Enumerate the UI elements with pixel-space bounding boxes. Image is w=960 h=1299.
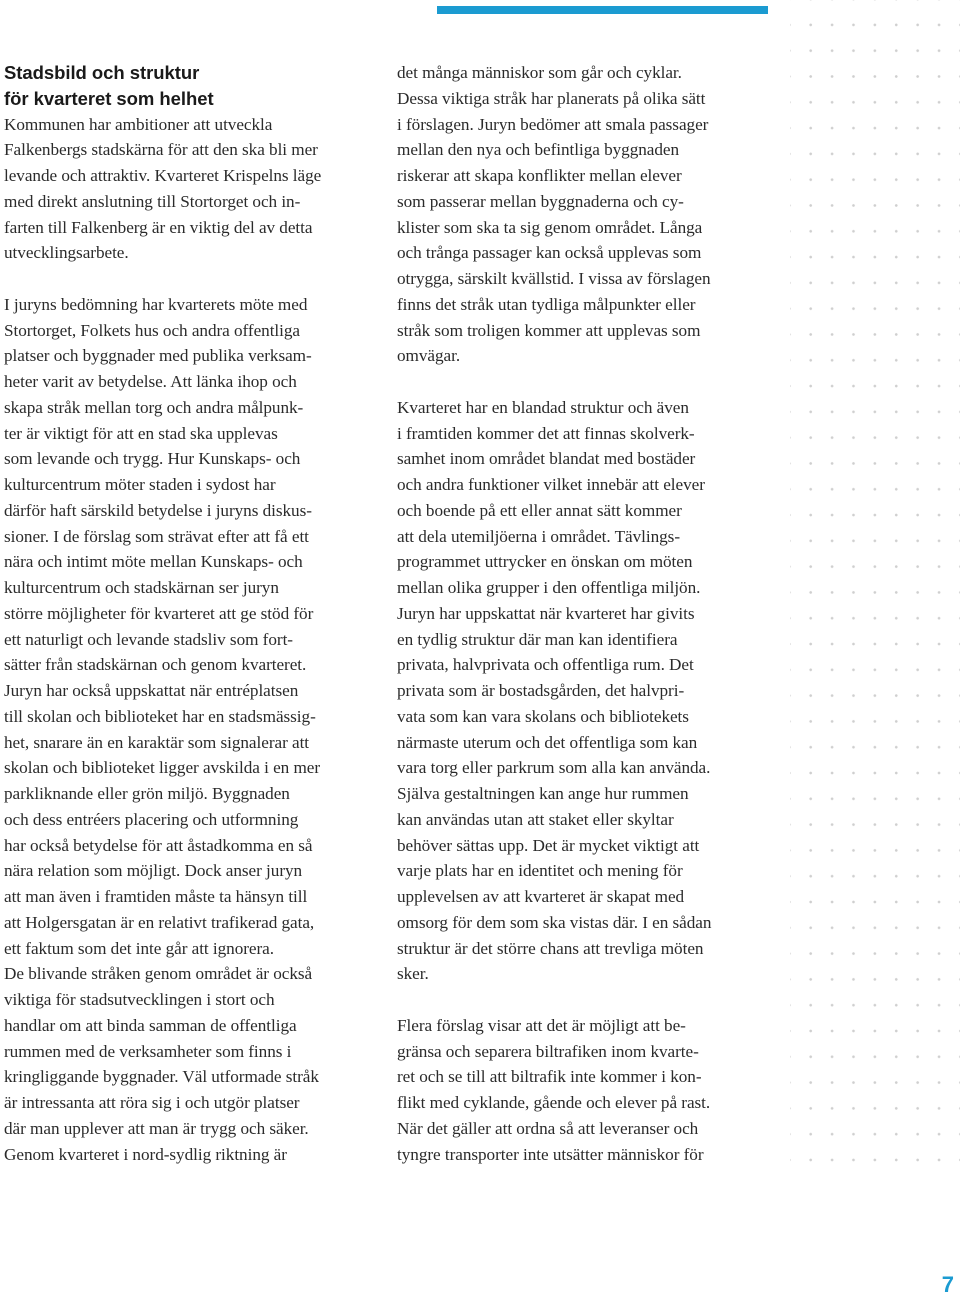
text-line: i förslagen. Juryn bedömer att smala passager: [397, 114, 709, 134]
text-line: Flera förslag visar att det är möjligt att be-: [397, 1015, 686, 1035]
text-line: är intressanta att röra sig i och utgör platser: [4, 1093, 300, 1112]
text-line: Själva gestaltningen kan ange hur rummen: [397, 784, 689, 803]
text-line: ett faktum som det inte går att ignorera.: [4, 938, 274, 958]
text-line: omsorg för dem som ska vistas där. I en sådan: [397, 912, 712, 932]
text-line: sioner. I de förslag som strävat efter att få ett: [4, 526, 309, 546]
text-line: nära relation som möjligt. Dock anser juryn: [4, 861, 303, 881]
text-line: vara torg eller parkrum som alla kan använda.: [397, 758, 711, 778]
text-line: Falkenbergs stadskärna för att den ska bli mer: [4, 140, 318, 160]
text-line: att Holgersgatan är en relativt trafikerad gata,: [4, 912, 315, 932]
text-line: ett naturligt och levande stadsliv som fort-: [4, 629, 293, 649]
text-line: ter är viktigt för att en stad ska upplevas: [4, 423, 278, 443]
text-line: kulturcentrum möter staden i sydost har: [4, 475, 276, 494]
text-line: det många människor som går och cyklar.: [397, 63, 682, 82]
text-line: mellan den nya och befintliga byggnaden: [397, 140, 680, 160]
text-line: farten till Falkenberg är en viktig del av detta: [4, 217, 313, 237]
paragraph: [397, 60, 772, 369]
text-line: rummen med de verksamheter som finns i: [4, 1041, 292, 1061]
text-line: att dela utemiljöerna i området. Tävlings-: [397, 526, 680, 546]
text-line: Juryn har också uppskattat när entréplatsen: [4, 681, 299, 700]
text-line: till skolan och biblioteket har en stadsmässig-: [4, 706, 316, 726]
text-line: het, snarare än en karaktär som signalerar att: [4, 732, 310, 752]
text-line: platser och byggnader med publika verksam-: [4, 346, 312, 366]
text-line: skapa stråk mellan torg och andra målpunk-: [4, 397, 304, 417]
left-column: [4, 60, 379, 1167]
text-line: flikt med cyklande, gående och elever på rast.: [397, 1093, 711, 1112]
text-line: kan användas utan att staket eller skyltar: [397, 809, 674, 829]
text-line: ret och se till att biltrafik inte kommer i kon-: [397, 1067, 702, 1087]
text-line: tyngre transporter inte utsätter människor för: [397, 1144, 704, 1164]
text-line: där man upplever att man är trygg och säker.: [4, 1118, 309, 1138]
paragraph: [397, 1013, 772, 1168]
text-line: därför haft särskild betydelse i juryns diskus-: [4, 500, 312, 520]
text-line: Stortorget, Folkets hus och andra offentliga: [4, 320, 300, 340]
text-line: finns det stråk utan tydliga målpunkter eller: [397, 294, 696, 314]
text-line: kringliggande byggnader. Väl utformade stråk: [4, 1067, 319, 1087]
text-line: De blivande stråken genom området är också: [4, 964, 313, 984]
text-line: klister som ska ta sig genom området. Långa: [397, 217, 703, 237]
text-line: Kommunen har ambitioner att utveckla: [4, 114, 273, 134]
text-line: kulturcentrum och stadskärnan ser juryn: [4, 578, 279, 597]
text-line: struktur är det större chans att trevliga möten: [397, 938, 704, 958]
text-line: behöver sättas upp. Det är mycket viktigt att: [397, 835, 700, 855]
text-line: viktiga för stadsutvecklingen i stort och: [4, 990, 275, 1009]
text-line: varje plats har en identitet och mening för: [397, 861, 683, 881]
page-number: 7: [941, 1272, 954, 1297]
text-line: som passerar mellan byggnaderna och cy-: [397, 191, 684, 211]
text-line: i framtiden kommer det att finnas skolverk-: [397, 423, 695, 443]
text-line: I juryns bedömning har kvarterets möte med: [4, 294, 308, 314]
text-line: skolan och biblioteket ligger avskilda i en mer: [4, 758, 321, 778]
text-line: Juryn har uppskattat när kvarteret har givits: [397, 603, 695, 623]
text-line: har också betydelse för att åstadkomma en så: [4, 835, 313, 855]
text-line: som levande och trygg. Hur Kunskaps- och: [4, 449, 301, 469]
paragraph: [4, 292, 379, 1168]
text-line: privata som är bostadsgården, det halvpri-: [397, 681, 685, 700]
text-line: handlar om att binda samman de offentliga: [4, 1015, 297, 1035]
text-line: vata som kan vara skolans och bibliotekets: [397, 706, 689, 726]
text-line: utvecklingsarbete.: [4, 243, 129, 263]
text-line: omvägar.: [397, 346, 461, 366]
text-line: gränsa och separera biltrafiken inom kvarte-: [397, 1041, 699, 1061]
accent-bar: [437, 6, 768, 14]
text-line: och trånga passager kan också upplevas som: [397, 243, 702, 263]
text-line: och dess entréers placering och utformning: [4, 809, 299, 829]
text-line: och boende på ett eller annat sätt kommer: [397, 500, 682, 520]
text-line: otrygga, särskilt kvällstid. I vissa av förslagen: [397, 269, 711, 288]
text-line: parkliknande eller grön miljö. Byggnaden: [4, 784, 290, 803]
paragraph: [4, 112, 379, 267]
text-line: stråk som troligen kommer att upplevas som: [397, 320, 701, 340]
text-line: Dessa viktiga stråk har planerats på olika sätt: [397, 88, 706, 108]
text-line: mellan olika grupper i den offentliga miljön.: [397, 578, 701, 597]
text-line: Genom kvarteret i nord-sydlig riktning är: [4, 1144, 287, 1164]
text-line: privata, halvprivata och offentliga rum. Det: [397, 655, 694, 675]
text-line: större möjligheter för kvarteret att ge stöd för: [4, 603, 314, 623]
text-line: När det gäller att ordna så att leveranser och: [397, 1118, 699, 1138]
text-line: programmet uttrycker en önskan om möten: [397, 552, 693, 572]
text-line: levande och attraktiv. Kvarteret Krispelns läge: [4, 166, 322, 185]
paragraph: [397, 395, 772, 987]
text-line: närmaste uterum och det offentliga som kan: [397, 732, 698, 752]
section-heading: [4, 60, 379, 112]
text-line: sker.: [397, 964, 429, 984]
text-line: att man även i framtiden måste ta hänsyn till: [4, 887, 308, 906]
text-line: heter varit av betydelse. Att länka ihop och: [4, 372, 297, 391]
dot-grid-decoration: [790, 0, 960, 1180]
text-line: med direkt anslutning till Stortorget och in-: [4, 191, 301, 211]
heading-line: Stadsbild och struktur: [4, 62, 200, 83]
text-line: samhet inom området blandat med bostäder: [397, 449, 696, 469]
right-column: [397, 60, 772, 1167]
text-line: nära och intimt möte mellan Kunskaps- och: [4, 552, 303, 572]
text-line: en tydlig struktur där man kan identifiera: [397, 629, 678, 649]
text-line: sätter från stadskärnan och genom kvarteret.: [4, 655, 307, 675]
text-line: och andra funktioner vilket innebär att elever: [397, 475, 705, 494]
text-line: upplevelsen av att kvarteret är skapat med: [397, 887, 685, 906]
text-line: riskerar att skapa konflikter mellan elever: [397, 166, 682, 185]
text-line: Kvarteret har en blandad struktur och även: [397, 397, 689, 417]
heading-line: för kvarteret som helhet: [4, 87, 214, 109]
